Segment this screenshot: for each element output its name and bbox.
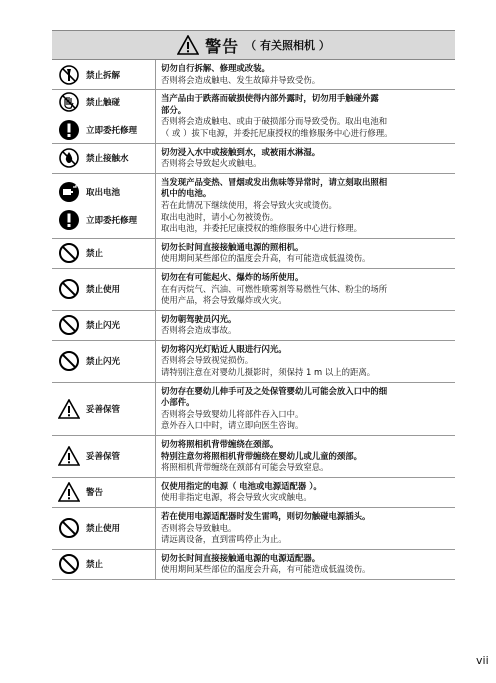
warning-text-cell	[156, 341, 455, 382]
warning-label	[58, 481, 155, 503]
warning-label-cell	[52, 341, 156, 382]
warning-heading-line: 机中的电池。	[161, 188, 212, 199]
warning-label-cell	[52, 90, 156, 142]
warning-label	[58, 445, 155, 467]
warning-detail-line: 否则将会导致视觉损伤。	[161, 355, 254, 366]
warning-row	[52, 269, 455, 311]
warning-text-cell	[156, 60, 455, 89]
page-number: vii	[476, 654, 489, 667]
warning-label-cell	[52, 239, 156, 268]
remove-battery-icon	[58, 181, 80, 203]
warning-text-cell	[156, 144, 455, 173]
warning-rows	[52, 60, 455, 580]
warning-detail-line: 否则将会导致婴幼儿将部件吞入口中。	[161, 408, 304, 419]
warning-label-text: 禁止闪光	[86, 321, 121, 332]
warning-label	[58, 314, 155, 336]
warning-text-cell	[156, 383, 455, 435]
warning-label-text: 禁止使用	[86, 524, 121, 535]
warning-label	[58, 553, 155, 575]
warning-detail-line: 取出电池时，请小心勿被烫伤。	[161, 211, 279, 222]
warning-detail-line: 使用期间某些部位的温度会升高，有可能造成低温烫伤。	[161, 253, 371, 264]
warning-heading-line: 切勿将闪光灯贴近人眼进行闪光。	[161, 343, 287, 354]
warning-label-cell	[52, 436, 156, 477]
warning-detail-line: 否则将会造成事故。	[161, 325, 237, 336]
prohibited-icon	[58, 242, 80, 264]
warning-heading-line: 部分。	[161, 104, 187, 115]
warning-header	[52, 30, 455, 60]
warning-label	[58, 242, 155, 264]
warning-detail-line: 将照相机背带缠绕在颈部有可能会导致窒息。	[161, 462, 329, 473]
warning-label-text: 禁止闪光	[86, 357, 121, 368]
warning-text-cell	[156, 239, 455, 268]
prohibited-icon	[58, 278, 80, 300]
warning-label-cell	[52, 269, 156, 310]
warning-text-cell	[156, 436, 455, 477]
warning-detail-line: 否则将会造成触电、发生故障并导致受伤。	[161, 74, 321, 85]
warning-text-cell	[156, 269, 455, 310]
warning-label-text: 取出电池	[86, 187, 121, 198]
warning-label-text: 警告	[86, 488, 104, 499]
warning-heading-line: 小部件。	[161, 397, 195, 408]
warning-heading-line: 仅使用指定的电源（ 电池或电源适配器 ）。	[161, 480, 322, 491]
warning-detail-line: 意外吞入口中时，请立即向医生咨询。	[161, 420, 304, 431]
warning-row	[52, 478, 455, 508]
warning-label-text: 立即委托修理	[86, 215, 138, 226]
prohibited-icon	[58, 350, 80, 372]
no-disassemble-icon	[58, 64, 80, 86]
warning-row	[52, 144, 455, 174]
warning-label	[58, 91, 155, 113]
warning-label-cell	[52, 174, 156, 238]
warning-detail-line: 使用非指定电源，将会导致火灾或触电。	[161, 492, 312, 503]
warning-label-cell	[52, 550, 156, 579]
warning-label	[58, 119, 155, 141]
warning-row	[52, 341, 455, 383]
warning-label	[58, 398, 155, 420]
prohibited-icon	[58, 314, 80, 336]
warning-detail-line: 在有丙烷气、汽油、可燃性喷雾剂等易燃性气体、粉尘的场所	[161, 283, 388, 294]
warning-row	[52, 311, 455, 341]
warning-label	[58, 209, 155, 231]
warning-subtitle: （ 有关照相机 ）	[245, 39, 330, 52]
warning-text-cell	[156, 508, 455, 549]
warning-label-text: 妥善保管	[86, 404, 121, 415]
warning-row	[52, 90, 455, 143]
prohibited-icon	[58, 553, 80, 575]
warning-detail-line: 若在此情况下继续使用，将会导致火灾或烫伤。	[161, 199, 337, 210]
prohibited-icon	[58, 517, 80, 539]
exclamation-icon	[58, 209, 80, 231]
warning-label-text: 禁止拆解	[86, 70, 121, 81]
warning-label-text: 禁止触碰	[86, 98, 121, 109]
warning-heading-line: 当发现产品变热、冒烟或发出焦味等异常时，请立刻取出照相	[161, 176, 388, 187]
warning-detail-line: 否则将会造成触电、或由于破损部分而导致受伤。取出电池和	[161, 116, 388, 127]
warning-text-cell	[156, 174, 455, 238]
warning-label	[58, 147, 155, 169]
warning-label	[58, 278, 155, 300]
warning-label	[58, 64, 155, 86]
warning-label-cell	[52, 311, 156, 340]
warning-detail-line: 请特别注意在对婴幼儿摄影时，须保持 1 m 以上的距离。	[161, 367, 376, 378]
warning-label-text: 禁止	[86, 560, 104, 571]
warning-heading-line: 切勿长时间直接接触通电源的电源适配器。	[161, 552, 321, 563]
warning-label-cell	[52, 478, 156, 507]
warning-row	[52, 383, 455, 436]
warning-heading-line: 切勿存在婴幼儿伸手可及之处保管婴幼儿可能会放入口中的细	[161, 385, 388, 396]
warning-detail-line: （ 或 ）拔下电源，并委托尼康授权的维修服务中心进行修理。	[161, 127, 393, 138]
warning-label	[58, 350, 155, 372]
warning-label	[58, 517, 155, 539]
warning-text-cell	[156, 311, 455, 340]
warning-label-text: 妥善保管	[86, 452, 121, 463]
warning-detail-line: 取出电池，并委托尼康授权的维修服务中心进行修理。	[161, 223, 362, 234]
warning-label-text: 禁止使用	[86, 285, 121, 296]
warning-triangle-icon	[58, 445, 80, 467]
warning-triangle-icon	[58, 398, 80, 420]
warning-label-cell	[52, 144, 156, 173]
warning-label-cell	[52, 383, 156, 435]
warning-detail-line: 使用产品，将会导致爆炸或火灾。	[161, 295, 287, 306]
warning-text-cell	[156, 90, 455, 142]
warning-heading-line: 切勿朝驾驶员闪光。	[161, 313, 237, 324]
warning-row	[52, 550, 455, 580]
warning-row	[52, 436, 455, 478]
warning-triangle-icon	[58, 481, 80, 503]
warning-heading-line: 切勿长时间直接接触通电源的照相机。	[161, 241, 304, 252]
warning-text-cell	[156, 550, 455, 579]
warning-detail-line: 请远离设备，直到雷鸣停止为止。	[161, 534, 287, 545]
warning-detail-line: 否则将会导致起火或触电。	[161, 158, 262, 169]
exclamation-icon	[58, 119, 80, 141]
warning-label-text: 禁止接触水	[86, 154, 129, 165]
warning-heading-line: 若在使用电源适配器时发生雷鸣，则切勿触碰电源插头。	[161, 511, 371, 521]
no-touch-icon	[58, 91, 80, 113]
warning-triangle-icon	[177, 34, 199, 56]
warning-row	[52, 508, 455, 550]
warning-row	[52, 174, 455, 239]
warning-table	[52, 30, 455, 580]
warning-heading-line: 切勿将照相机背带缠绕在颈部。	[161, 439, 279, 450]
warning-detail-line: 否则将会导致触电。	[161, 522, 237, 533]
warning-label-text: 禁止	[86, 249, 104, 260]
warning-heading-line: 特别注意勿将照相机背带缠绕在婴幼儿或儿童的颈部。	[161, 450, 362, 461]
warning-label-text: 立即委托修理	[86, 126, 138, 137]
warning-detail-line: 使用期间某些部位的温度会升高，有可能造成低温烫伤。	[161, 564, 371, 575]
warning-title: 警告	[205, 36, 240, 56]
warning-label-cell	[52, 508, 156, 549]
warning-label	[58, 181, 155, 203]
warning-heading-line: 切勿自行拆解、修理或改装。	[161, 63, 270, 73]
warning-heading-line: 切勿浸入水中或接触到水，或被雨水淋湿。	[161, 146, 321, 157]
warning-row	[52, 60, 455, 90]
warning-row	[52, 239, 455, 269]
warning-label-cell	[52, 60, 156, 89]
no-water-icon	[58, 147, 80, 169]
warning-text-cell	[156, 478, 455, 507]
warning-heading-line: 切勿在有可能起火、爆炸的场所使用。	[161, 271, 304, 282]
warning-heading-line: 当产品由于跌落而破损使得内部外露时，切勿用手触碰外露	[161, 93, 379, 104]
